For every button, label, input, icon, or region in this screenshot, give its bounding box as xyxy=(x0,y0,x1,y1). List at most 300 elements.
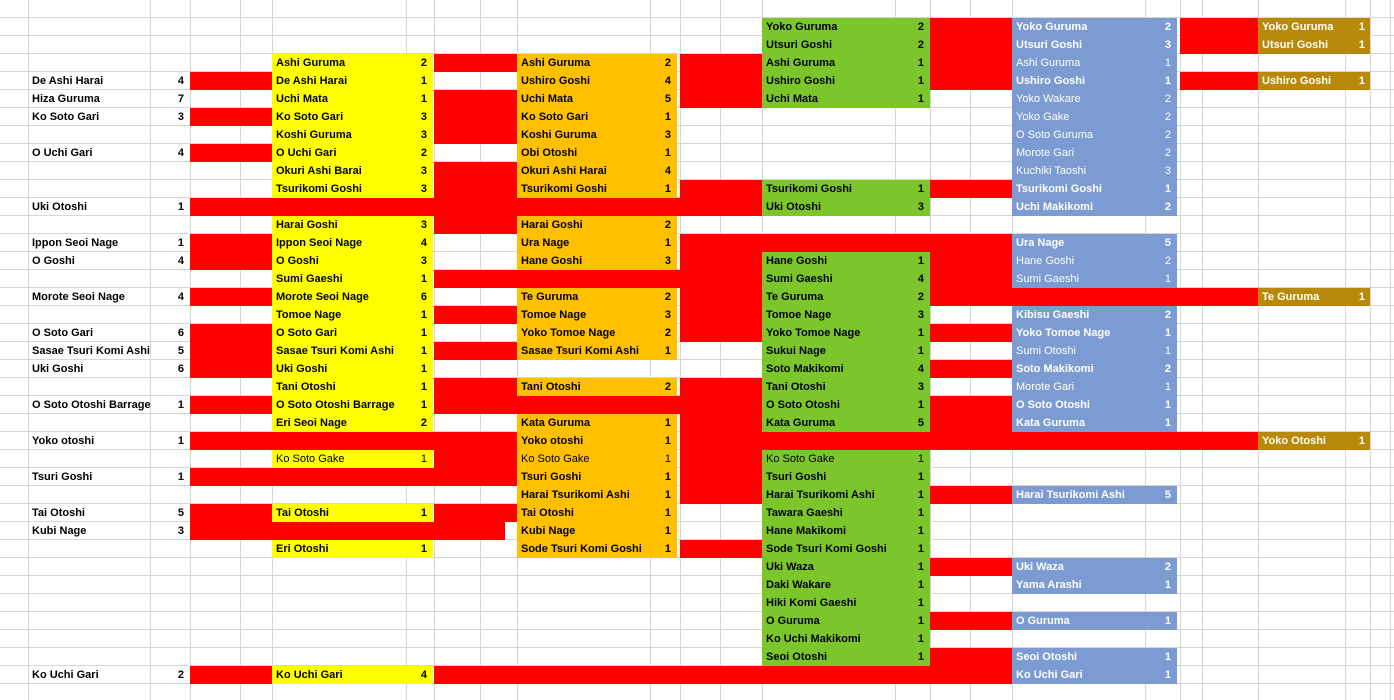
technique-name: Eri Seoi Nage xyxy=(276,417,347,429)
cell-blue-r4[interactable] xyxy=(1012,72,1177,90)
red-filler-cell[interactable] xyxy=(680,468,762,486)
red-filler-cell[interactable] xyxy=(434,378,517,396)
technique-count: 1 xyxy=(1358,39,1365,51)
technique-name: Hiki Komi Gaeshi xyxy=(766,597,857,609)
technique-name: Uchi Makikomi xyxy=(1016,201,1094,213)
red-filler-cell[interactable] xyxy=(680,288,762,306)
technique-count: 1 xyxy=(420,399,427,411)
gridline xyxy=(1180,0,1181,700)
red-filler-cell[interactable] xyxy=(190,288,272,306)
red-filler-cell[interactable] xyxy=(434,216,517,234)
technique-count: 4 xyxy=(177,147,184,159)
technique-name: Ura Nage xyxy=(1016,237,1065,249)
technique-name: Ura Nage xyxy=(521,237,570,249)
cell-blue-r15[interactable] xyxy=(1012,270,1177,288)
cell-orange-r10[interactable] xyxy=(517,180,677,198)
cell-green-r34[interactable] xyxy=(762,612,930,630)
red-filler-cell[interactable] xyxy=(680,306,762,324)
cell-orange-r7[interactable] xyxy=(517,126,677,144)
cell-green-r4[interactable] xyxy=(762,72,930,90)
cell-orange-r24[interactable] xyxy=(517,432,677,450)
technique-count: 1 xyxy=(664,525,671,537)
technique-name: Yoko Tomoe Nage xyxy=(1016,327,1111,339)
red-filler-cell[interactable] xyxy=(930,270,1012,288)
technique-count: 1 xyxy=(1164,327,1171,339)
technique-name: Yoko Gake xyxy=(1016,111,1070,123)
red-filler-cell[interactable] xyxy=(680,432,1258,450)
cell-white-r11[interactable] xyxy=(28,198,190,216)
technique-name: Sumi Gaeshi xyxy=(1016,273,1079,285)
red-filler-cell[interactable] xyxy=(190,72,272,90)
cell-yellow-r28[interactable] xyxy=(272,504,433,522)
cell-green-r20[interactable] xyxy=(762,360,930,378)
technique-count: 2 xyxy=(917,21,924,33)
cell-green-r1[interactable] xyxy=(762,18,930,36)
cell-green-r27[interactable] xyxy=(762,486,930,504)
red-filler-cell[interactable] xyxy=(190,396,272,414)
cell-yellow-r22[interactable] xyxy=(272,396,433,414)
technique-count: 5 xyxy=(664,93,671,105)
technique-count: 5 xyxy=(1164,489,1171,501)
technique-count: 2 xyxy=(1164,129,1171,141)
technique-name: Ko Uchi Makikomi xyxy=(766,633,861,645)
technique-name: Seoi Otoshi xyxy=(1016,651,1078,663)
technique-name: Ushiro Goshi xyxy=(521,75,591,87)
cell-orange-r28[interactable] xyxy=(517,504,677,522)
technique-count: 1 xyxy=(420,309,427,321)
cell-orange-r14[interactable] xyxy=(517,252,677,270)
red-filler-cell[interactable] xyxy=(930,612,1012,630)
cell-white-r18[interactable] xyxy=(28,324,190,342)
cell-blue-r13[interactable] xyxy=(1012,234,1177,252)
technique-count: 4 xyxy=(917,273,924,285)
cell-orange-r18[interactable] xyxy=(517,324,677,342)
technique-count: 1 xyxy=(664,435,671,447)
technique-name: Ushiro Goshi xyxy=(1262,75,1332,87)
technique-name: O Goshi xyxy=(32,255,75,267)
cell-orange-r5[interactable] xyxy=(517,90,677,108)
cell-orange-r25[interactable] xyxy=(517,450,677,468)
technique-name: Tani Otoshi xyxy=(521,381,581,393)
technique-count: 1 xyxy=(917,561,924,573)
technique-count: 2 xyxy=(1164,93,1171,105)
cell-green-r35[interactable] xyxy=(762,630,930,648)
cell-white-r8[interactable] xyxy=(28,144,190,162)
cell-yellow-r30[interactable] xyxy=(272,540,433,558)
technique-name: Soto Makikomi xyxy=(1016,363,1094,375)
cell-yellow-r12[interactable] xyxy=(272,216,433,234)
technique-name: De Ashi Harai xyxy=(276,75,348,87)
cell-gold-r4[interactable] xyxy=(1258,72,1370,90)
cell-orange-r19[interactable] xyxy=(517,342,677,360)
technique-count: 2 xyxy=(420,417,427,429)
red-filler-cell[interactable] xyxy=(680,324,762,342)
technique-name: O Guruma xyxy=(1016,615,1070,627)
technique-name: Utsuri Goshi xyxy=(766,39,833,51)
red-filler-cell[interactable] xyxy=(930,396,1012,414)
cell-yellow-r14[interactable] xyxy=(272,252,433,270)
technique-name: Ashi Guruma xyxy=(1016,57,1081,69)
cell-white-r19[interactable] xyxy=(28,342,190,360)
technique-name: Tai Otoshi xyxy=(276,507,329,519)
technique-count: 2 xyxy=(917,291,924,303)
red-filler-cell[interactable] xyxy=(680,486,762,504)
cell-blue-r19[interactable] xyxy=(1012,342,1177,360)
technique-name: Yoko Wakare xyxy=(1016,93,1081,105)
red-filler-cell[interactable] xyxy=(434,54,517,72)
cell-orange-r4[interactable] xyxy=(517,72,677,90)
cell-orange-r16[interactable] xyxy=(517,288,677,306)
technique-count: 3 xyxy=(917,309,924,321)
red-filler-cell[interactable] xyxy=(930,414,1012,432)
technique-count: 3 xyxy=(420,129,427,141)
red-filler-cell[interactable] xyxy=(190,522,505,540)
cell-green-r25[interactable] xyxy=(762,450,930,468)
red-filler-cell[interactable] xyxy=(930,72,1012,90)
red-filler-cell[interactable] xyxy=(190,342,272,360)
red-filler-cell[interactable] xyxy=(930,558,1012,576)
technique-name: Tai Otoshi xyxy=(521,507,574,519)
cell-blue-r27[interactable] xyxy=(1012,486,1177,504)
technique-name: Uchi Mata xyxy=(766,93,818,105)
cell-orange-r26[interactable] xyxy=(517,468,677,486)
cell-green-r14[interactable] xyxy=(762,252,930,270)
red-filler-cell[interactable] xyxy=(190,468,517,486)
cell-white-r37[interactable] xyxy=(28,666,190,684)
cell-orange-r27[interactable] xyxy=(517,486,677,504)
technique-count: 3 xyxy=(420,255,427,267)
cell-yellow-r9[interactable] xyxy=(272,162,433,180)
cell-green-r16[interactable] xyxy=(762,288,930,306)
red-filler-cell[interactable] xyxy=(434,396,762,414)
cell-blue-r37[interactable] xyxy=(1012,666,1177,684)
red-filler-cell[interactable] xyxy=(680,450,762,468)
technique-count: 4 xyxy=(917,363,924,375)
cell-blue-r11[interactable] xyxy=(1012,198,1177,216)
technique-count: 3 xyxy=(420,165,427,177)
red-filler-cell[interactable] xyxy=(930,648,1012,666)
cell-green-r2[interactable] xyxy=(762,36,930,54)
technique-name: Tani Otoshi xyxy=(766,381,826,393)
red-filler-cell[interactable] xyxy=(930,288,1258,306)
technique-count: 1 xyxy=(1358,75,1365,87)
cell-blue-r10[interactable] xyxy=(1012,180,1177,198)
cell-yellow-r15[interactable] xyxy=(272,270,433,288)
cell-green-r31[interactable] xyxy=(762,558,930,576)
cell-yellow-r6[interactable] xyxy=(272,108,433,126)
red-filler-cell[interactable] xyxy=(930,54,1012,72)
red-filler-cell[interactable] xyxy=(434,180,517,198)
technique-count: 1 xyxy=(917,651,924,663)
red-filler-cell[interactable] xyxy=(434,450,517,468)
red-filler-cell[interactable] xyxy=(680,540,762,558)
red-filler-cell[interactable] xyxy=(190,108,272,126)
red-filler-cell[interactable] xyxy=(680,90,762,108)
technique-count: 1 xyxy=(420,453,427,465)
cell-blue-r17[interactable] xyxy=(1012,306,1177,324)
cell-white-r29[interactable] xyxy=(28,522,190,540)
technique-count: 3 xyxy=(420,219,427,231)
technique-count: 1 xyxy=(1164,669,1171,681)
cell-yellow-r10[interactable] xyxy=(272,180,433,198)
technique-count: 1 xyxy=(664,237,671,249)
technique-name: Morote Seoi Nage xyxy=(32,291,125,303)
technique-count: 1 xyxy=(1358,291,1365,303)
cell-white-r24[interactable] xyxy=(28,432,190,450)
red-filler-cell[interactable] xyxy=(434,666,1012,684)
red-filler-cell[interactable] xyxy=(680,72,762,90)
cell-white-r6[interactable] xyxy=(28,108,190,126)
technique-name: Tsuri Goshi xyxy=(766,471,827,483)
cell-white-r28[interactable] xyxy=(28,504,190,522)
cell-green-r32[interactable] xyxy=(762,576,930,594)
cell-yellow-r19[interactable] xyxy=(272,342,433,360)
cell-orange-r17[interactable] xyxy=(517,306,677,324)
technique-name: Ko Uchi Gari xyxy=(276,669,343,681)
technique-name: Kata Guruma xyxy=(1016,417,1086,429)
technique-count: 3 xyxy=(420,111,427,123)
cell-yellow-r16[interactable] xyxy=(272,288,433,306)
red-filler-cell[interactable] xyxy=(930,180,1012,198)
technique-name: O Uchi Gari xyxy=(276,147,337,159)
red-filler-cell[interactable] xyxy=(190,504,272,522)
cell-orange-r29[interactable] xyxy=(517,522,677,540)
technique-name: Hiza Guruma xyxy=(32,93,100,105)
cell-green-r28[interactable] xyxy=(762,504,930,522)
cell-blue-r6[interactable] xyxy=(1012,108,1177,126)
red-filler-cell[interactable] xyxy=(434,162,517,180)
technique-count: 1 xyxy=(917,75,924,87)
cell-blue-r32[interactable] xyxy=(1012,576,1177,594)
technique-count: 3 xyxy=(917,381,924,393)
technique-count: 6 xyxy=(177,327,184,339)
technique-name: Harai Goshi xyxy=(521,219,583,231)
cell-yellow-r25[interactable] xyxy=(272,450,433,468)
cell-yellow-r17[interactable] xyxy=(272,306,433,324)
cell-green-r33[interactable] xyxy=(762,594,930,612)
technique-name: Ko Uchi Gari xyxy=(32,669,99,681)
red-filler-cell[interactable] xyxy=(930,18,1012,36)
cell-orange-r21[interactable] xyxy=(517,378,677,396)
technique-count: 1 xyxy=(664,471,671,483)
cell-orange-r6[interactable] xyxy=(517,108,677,126)
cell-yellow-r23[interactable] xyxy=(272,414,433,432)
red-filler-cell[interactable] xyxy=(190,234,272,252)
technique-count: 4 xyxy=(420,237,427,249)
technique-name: Uki Otoshi xyxy=(766,201,822,213)
cell-orange-r9[interactable] xyxy=(517,162,677,180)
cell-green-r30[interactable] xyxy=(762,540,930,558)
cell-yellow-r21[interactable] xyxy=(272,378,433,396)
red-filler-cell[interactable] xyxy=(680,54,762,72)
cell-yellow-r20[interactable] xyxy=(272,360,433,378)
technique-count: 1 xyxy=(420,273,427,285)
technique-count: 1 xyxy=(917,597,924,609)
technique-count: 1 xyxy=(917,93,924,105)
cell-blue-r20[interactable] xyxy=(1012,360,1177,378)
red-filler-cell[interactable] xyxy=(680,414,762,432)
cell-white-r13[interactable] xyxy=(28,234,190,252)
cell-blue-r18[interactable] xyxy=(1012,324,1177,342)
cell-white-r20[interactable] xyxy=(28,360,190,378)
cell-yellow-r5[interactable] xyxy=(272,90,433,108)
technique-count: 2 xyxy=(177,669,184,681)
technique-name: Tsuri Goshi xyxy=(32,471,93,483)
red-filler-cell[interactable] xyxy=(930,36,1012,54)
cell-gold-r16[interactable] xyxy=(1258,288,1370,306)
technique-name: Eri Otoshi xyxy=(276,543,329,555)
cell-blue-r14[interactable] xyxy=(1012,252,1177,270)
technique-name: O Soto Otoshi xyxy=(766,399,840,411)
cell-blue-r36[interactable] xyxy=(1012,648,1177,666)
technique-count: 1 xyxy=(917,183,924,195)
red-filler-cell[interactable] xyxy=(434,90,517,108)
cell-green-r29[interactable] xyxy=(762,522,930,540)
technique-count: 2 xyxy=(1164,21,1171,33)
red-filler-cell[interactable] xyxy=(190,666,272,684)
red-filler-cell[interactable] xyxy=(680,180,762,198)
red-filler-cell[interactable] xyxy=(930,486,1012,504)
red-filler-cell[interactable] xyxy=(1180,36,1258,54)
red-filler-cell[interactable] xyxy=(1180,72,1258,90)
red-filler-cell[interactable] xyxy=(190,432,517,450)
cell-green-r18[interactable] xyxy=(762,324,930,342)
cell-yellow-r8[interactable] xyxy=(272,144,433,162)
technique-name: Hane Goshi xyxy=(1016,255,1075,267)
technique-count: 2 xyxy=(1164,561,1171,573)
cell-orange-r8[interactable] xyxy=(517,144,677,162)
red-filler-cell[interactable] xyxy=(930,360,1012,378)
cell-gold-r1[interactable] xyxy=(1258,18,1370,36)
cell-blue-r7[interactable] xyxy=(1012,126,1177,144)
cell-green-r26[interactable] xyxy=(762,468,930,486)
cell-green-r17[interactable] xyxy=(762,306,930,324)
technique-name: O Soto Otoshi Barrage xyxy=(276,399,395,411)
cell-green-r5[interactable] xyxy=(762,90,930,108)
cell-yellow-r3[interactable] xyxy=(272,54,433,72)
cell-orange-r3[interactable] xyxy=(517,54,677,72)
red-filler-cell[interactable] xyxy=(434,108,517,126)
technique-count: 3 xyxy=(664,129,671,141)
technique-count: 1 xyxy=(177,471,184,483)
red-filler-cell[interactable] xyxy=(190,198,762,216)
cell-yellow-r4[interactable] xyxy=(272,72,433,90)
cell-orange-r13[interactable] xyxy=(517,234,677,252)
cell-blue-r5[interactable] xyxy=(1012,90,1177,108)
technique-name: Tsuri Goshi xyxy=(521,471,582,483)
technique-name: Sumi Gaeshi xyxy=(766,273,833,285)
red-filler-cell[interactable] xyxy=(930,252,1012,270)
cell-gold-r2[interactable] xyxy=(1258,36,1370,54)
cell-white-r22[interactable] xyxy=(28,396,190,414)
cell-blue-r21[interactable] xyxy=(1012,378,1177,396)
red-filler-cell[interactable] xyxy=(680,252,762,270)
technique-count: 1 xyxy=(1164,381,1171,393)
cell-orange-r30[interactable] xyxy=(517,540,677,558)
cell-green-r23[interactable] xyxy=(762,414,930,432)
technique-count: 1 xyxy=(177,399,184,411)
technique-count: 3 xyxy=(1164,165,1171,177)
cell-orange-r23[interactable] xyxy=(517,414,677,432)
red-filler-cell[interactable] xyxy=(190,252,272,270)
cell-blue-r3[interactable] xyxy=(1012,54,1177,72)
technique-count: 1 xyxy=(664,489,671,501)
red-filler-cell[interactable] xyxy=(190,324,272,342)
red-filler-cell[interactable] xyxy=(930,324,1012,342)
cell-white-r26[interactable] xyxy=(28,468,190,486)
red-filler-cell[interactable] xyxy=(190,144,272,162)
technique-name: Tomoe Nage xyxy=(276,309,342,321)
technique-count: 3 xyxy=(664,309,671,321)
red-filler-cell[interactable] xyxy=(434,504,517,522)
cell-blue-r22[interactable] xyxy=(1012,396,1177,414)
technique-name: O Soto Otoshi Barrage xyxy=(32,399,151,411)
cell-white-r14[interactable] xyxy=(28,252,190,270)
cell-gold-r24[interactable] xyxy=(1258,432,1370,450)
red-filler-cell[interactable] xyxy=(680,234,1012,252)
technique-name: Ippon Seoi Nage xyxy=(32,237,119,249)
cell-green-r21[interactable] xyxy=(762,378,930,396)
cell-orange-r12[interactable] xyxy=(517,216,677,234)
cell-blue-r23[interactable] xyxy=(1012,414,1177,432)
cell-green-r3[interactable] xyxy=(762,54,930,72)
technique-count: 1 xyxy=(917,489,924,501)
technique-name: Tani Otoshi xyxy=(276,381,336,393)
technique-name: Ashi Guruma xyxy=(521,57,591,69)
technique-name: Te Guruma xyxy=(766,291,824,303)
red-filler-cell[interactable] xyxy=(434,126,517,144)
cell-white-r4[interactable] xyxy=(28,72,190,90)
technique-count: 1 xyxy=(1164,57,1171,69)
red-filler-cell[interactable] xyxy=(434,306,517,324)
technique-name: Harai Tsurikomi Ashi xyxy=(521,489,630,501)
red-filler-cell[interactable] xyxy=(434,270,762,288)
technique-name: Te Guruma xyxy=(521,291,579,303)
cell-blue-r2[interactable] xyxy=(1012,36,1177,54)
cell-green-r15[interactable] xyxy=(762,270,930,288)
cell-green-r19[interactable] xyxy=(762,342,930,360)
cell-blue-r8[interactable] xyxy=(1012,144,1177,162)
cell-green-r11[interactable] xyxy=(762,198,930,216)
technique-name: Yoko otoshi xyxy=(32,435,95,447)
red-filler-cell[interactable] xyxy=(190,360,272,378)
technique-name: Sasae Tsuri Komi Ashi xyxy=(32,345,150,357)
cell-yellow-r7[interactable] xyxy=(272,126,433,144)
technique-count: 4 xyxy=(664,165,671,177)
technique-count: 1 xyxy=(917,615,924,627)
cell-green-r36[interactable] xyxy=(762,648,930,666)
cell-yellow-r37[interactable] xyxy=(272,666,433,684)
red-filler-cell[interactable] xyxy=(680,378,762,396)
red-filler-cell[interactable] xyxy=(1180,18,1258,36)
technique-count: 1 xyxy=(917,399,924,411)
cell-yellow-r18[interactable] xyxy=(272,324,433,342)
cell-blue-r1[interactable] xyxy=(1012,18,1177,36)
technique-count: 1 xyxy=(917,507,924,519)
red-filler-cell[interactable] xyxy=(434,342,517,360)
cell-green-r22[interactable] xyxy=(762,396,930,414)
cell-green-r10[interactable] xyxy=(762,180,930,198)
technique-count: 1 xyxy=(420,543,427,555)
cell-white-r5[interactable] xyxy=(28,90,190,108)
cell-white-r16[interactable] xyxy=(28,288,190,306)
cell-blue-r9[interactable] xyxy=(1012,162,1177,180)
technique-count: 1 xyxy=(1164,579,1171,591)
cell-yellow-r13[interactable] xyxy=(272,234,433,252)
cell-blue-r31[interactable] xyxy=(1012,558,1177,576)
technique-count: 3 xyxy=(664,255,671,267)
cell-blue-r34[interactable] xyxy=(1012,612,1177,630)
